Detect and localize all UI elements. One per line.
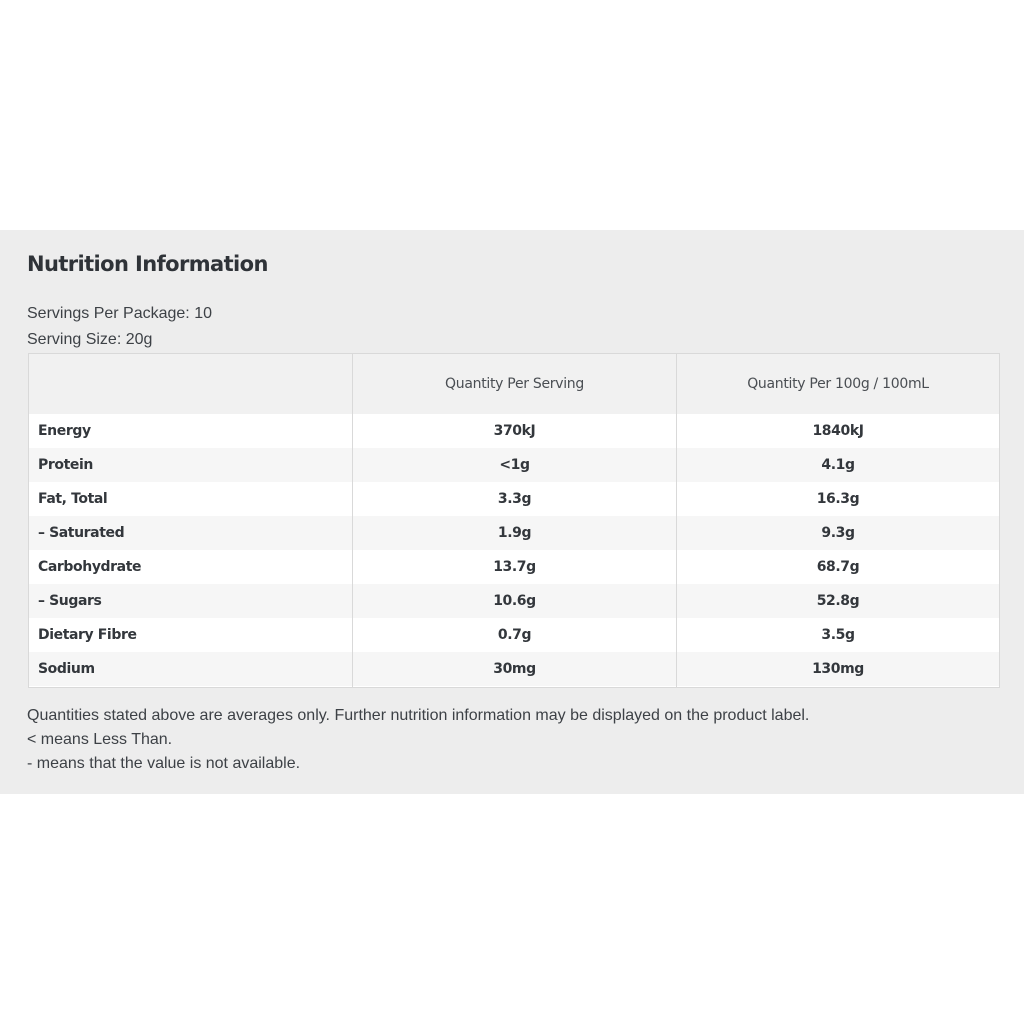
header-per-100: Quantity Per 100g / 100mL: [747, 376, 929, 392]
per-serving-value: <1g: [499, 457, 530, 473]
per-100-value: 3.5g: [821, 627, 855, 643]
table-row: [29, 584, 999, 618]
nutrient-label: Fat, Total: [38, 491, 108, 507]
per-100-value: 130mg: [812, 661, 864, 677]
table-header: [29, 354, 999, 414]
nutrient-label: – Sugars: [38, 593, 102, 609]
column-divider: [676, 354, 677, 687]
per-100-value: 52.8g: [816, 593, 860, 609]
per-100-value: 1840kJ: [812, 423, 864, 439]
table-row: [29, 550, 999, 584]
per-serving-value: 1.9g: [497, 525, 532, 541]
nutrient-label: Sodium: [38, 661, 95, 677]
nutrient-label: – Saturated: [38, 525, 125, 541]
column-divider: [352, 354, 353, 687]
nutrition-table: [28, 353, 1000, 688]
nutrient-label: Protein: [38, 457, 93, 473]
per-100-value: 16.3g: [816, 491, 860, 507]
per-serving-value: 30mg: [493, 661, 536, 677]
averages-note: Quantities stated above are averages only. Further nutrition information may be displayed on the product label.: [27, 707, 810, 724]
header-per-serving: Quantity Per Serving: [445, 376, 584, 392]
table-row: [29, 618, 999, 652]
table-row: [29, 516, 999, 550]
per-serving-value: 0.7g: [497, 627, 532, 643]
serving-size: Serving Size: 20g: [27, 331, 153, 348]
table-row: [29, 448, 999, 482]
table-row: [29, 652, 999, 686]
per-100-value: 9.3g: [821, 525, 855, 541]
nutrient-label: Carbohydrate: [38, 559, 142, 575]
table-row: [29, 414, 999, 448]
per-serving-value: 10.6g: [493, 593, 536, 609]
per-serving-value: 13.7g: [493, 559, 536, 575]
header-nutrient: [38, 354, 348, 414]
nutrient-label: Dietary Fibre: [38, 627, 137, 643]
per-100-value: 4.1g: [821, 457, 855, 473]
per-100-value: 68.7g: [816, 559, 860, 575]
table-row: [29, 482, 999, 516]
per-serving-value: 370kJ: [493, 423, 536, 439]
less-than-note: < means Less Than.: [27, 731, 173, 748]
servings-per-package: Servings Per Package: 10: [27, 305, 212, 322]
nutrition-title: Nutrition Information: [27, 252, 268, 276]
not-available-note: - means that the value is not available.: [27, 755, 301, 772]
nutrient-label: Energy: [38, 423, 91, 439]
per-serving-value: 3.3g: [497, 491, 532, 507]
